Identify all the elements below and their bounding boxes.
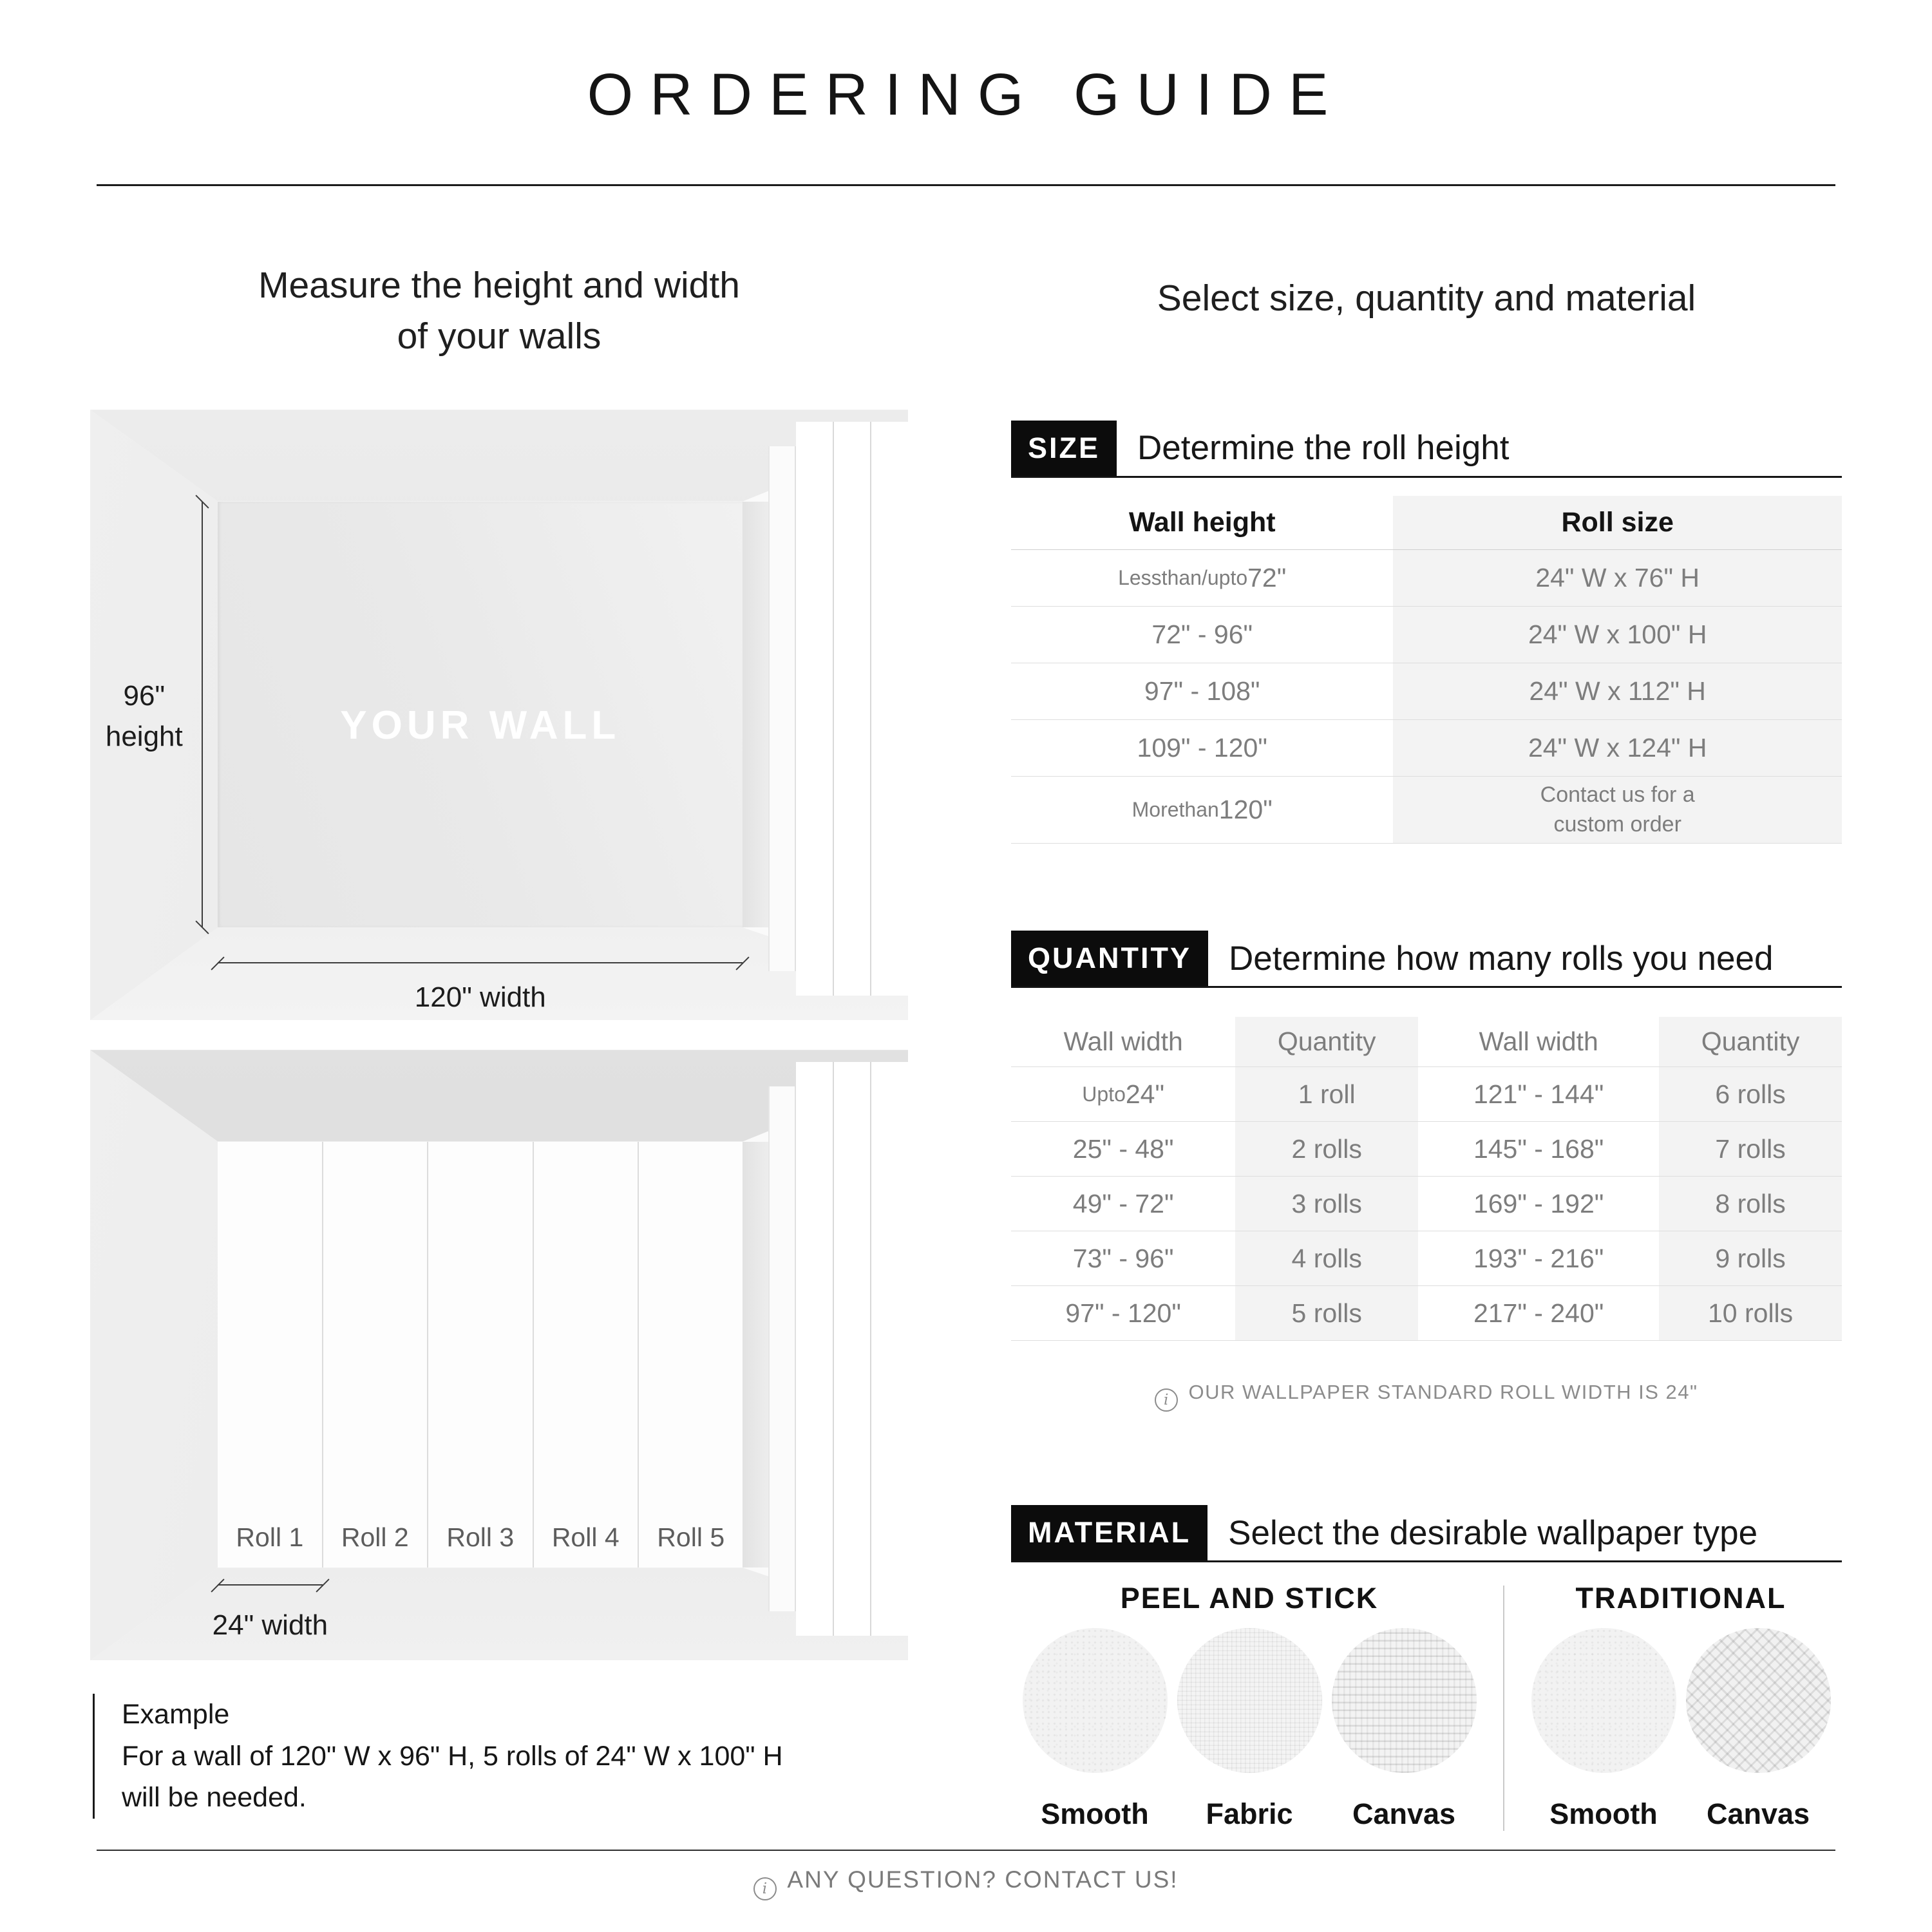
roll-width-dimension-label: 24" width [212, 1609, 328, 1641]
wall-width-cell: 193" - 216" [1418, 1231, 1659, 1286]
wall-height-cell: 72" - 96" [1011, 607, 1393, 663]
roll-label: Roll 2 [341, 1522, 409, 1553]
quantity-section-title: Determine how many rolls you need [1229, 939, 1774, 978]
wall-width-cell: 121" - 144" [1418, 1067, 1659, 1122]
smooth-texture-swatch-icon [1023, 1628, 1168, 1773]
material-swatch-fabric [1176, 1628, 1323, 1831]
quantity-table-header: Quantity [1235, 1017, 1418, 1067]
quantity-table-row [1011, 1286, 1842, 1341]
size-table-row [1011, 550, 1842, 607]
room-illustration-rolls [90, 1050, 908, 1660]
material-group-traditional [1530, 1582, 1832, 1831]
height-dimension-line [202, 502, 203, 928]
wall-width-cell: 217" - 240" [1418, 1286, 1659, 1341]
smooth-texture-swatch-icon [1531, 1628, 1676, 1773]
window-panes [796, 422, 908, 996]
swatch-row [1530, 1628, 1832, 1831]
material-section-title: Select the desirable wallpaper type [1228, 1513, 1758, 1552]
example-line2: will be needed. [122, 1782, 307, 1814]
quantity-table-row [1011, 1177, 1842, 1231]
quantity-cell: 2 rolls [1235, 1122, 1418, 1177]
quantity-table-row [1011, 1067, 1842, 1122]
material-swatch-smooth [1530, 1628, 1677, 1831]
size-table-header-row [1011, 496, 1842, 550]
size-table-row [1011, 607, 1842, 663]
size-section-header [1011, 421, 1842, 478]
material-swatch-smooth [1021, 1628, 1168, 1831]
quantity-cell: 5 rolls [1235, 1286, 1418, 1341]
page-title: ORDERING GUIDE [587, 62, 1345, 128]
quantity-cell: 8 rolls [1659, 1177, 1842, 1231]
material-group-peel-and-stick [1021, 1582, 1477, 1831]
footer-note [0, 1866, 1932, 1900]
material-divider [1503, 1586, 1504, 1831]
window-pane [870, 422, 908, 996]
room-side-wall [743, 1142, 768, 1568]
room-illustration-measure [90, 410, 908, 1020]
example-title: Example [122, 1699, 230, 1730]
wall-height-cell: 97" - 108" [1011, 663, 1393, 720]
wall-height-cell: 109" - 120" [1011, 720, 1393, 777]
quantity-cell: 4 rolls [1235, 1231, 1418, 1286]
roll-width-note [1011, 1381, 1842, 1412]
measure-heading [90, 260, 908, 361]
size-table-header: Wall height [1011, 496, 1393, 550]
footer-divider [97, 1850, 1835, 1851]
quantity-table-row [1011, 1231, 1842, 1286]
size-table-header: Roll size [1393, 496, 1842, 550]
room-side-wall [743, 502, 768, 928]
your-wall-label: YOUR WALL [340, 703, 621, 748]
window-frame [768, 1086, 796, 1611]
wall-width-cell: Up to 24" [1011, 1067, 1235, 1122]
contact-custom-order-text: Contact us for a custom order [1540, 782, 1695, 837]
measure-column [90, 186, 908, 1831]
quantity-tag: QUANTITY [1011, 931, 1208, 986]
window-pane [796, 1062, 833, 1636]
swatch-label: Canvas [1706, 1797, 1810, 1831]
quantity-cell: 9 rolls [1659, 1231, 1842, 1286]
quantity-table-header: Wall width [1418, 1017, 1659, 1067]
material-group-label: TRADITIONAL [1575, 1582, 1786, 1615]
wall-panels [218, 1142, 743, 1568]
swatch-label: Smooth [1041, 1797, 1149, 1831]
footer-note-text: ANY QUESTION? CONTACT US! [787, 1866, 1179, 1893]
size-table-row [1011, 663, 1842, 720]
quantity-section-header [1011, 931, 1842, 988]
wall-width-cell: 97" - 120" [1011, 1286, 1235, 1341]
example-note [93, 1694, 908, 1819]
roll-width-dimension-line [218, 1584, 323, 1586]
quantity-table [1011, 1017, 1842, 1341]
canvas-texture-swatch-icon [1332, 1628, 1477, 1773]
info-icon: i [753, 1877, 777, 1900]
window-pane [796, 422, 833, 996]
quantity-cell: 3 rolls [1235, 1177, 1418, 1231]
select-heading: Select size, quantity and material [1157, 278, 1696, 319]
roll-label: Roll 4 [551, 1522, 620, 1553]
example-line1: For a wall of 120" W x 96" H, 5 rolls of 24" W x 100" H [122, 1740, 783, 1772]
material-tag: MATERIAL [1011, 1505, 1208, 1560]
wall-height-cell: Less than / up to 72" [1011, 550, 1393, 607]
window-pane [833, 1062, 871, 1636]
wall-roll-panel [533, 1142, 638, 1568]
size-section-title: Determine the roll height [1137, 429, 1510, 468]
roll-width-note-text: OUR WALLPAPER STANDARD ROLL WIDTH IS 24" [1188, 1381, 1698, 1404]
quantity-cell: 10 rolls [1659, 1286, 1842, 1341]
measure-heading-line2: of your walls [397, 315, 601, 357]
window-frame [768, 446, 796, 971]
size-tag: SIZE [1011, 421, 1117, 476]
roll-size-cell: 24" W x 124" H [1393, 720, 1842, 777]
material-section-header [1011, 1505, 1842, 1562]
material-swatch-canvas [1331, 1628, 1477, 1831]
info-icon: i [1155, 1388, 1178, 1412]
roll-label: Roll 5 [657, 1522, 725, 1553]
wall-roll-panel [427, 1142, 532, 1568]
roll-size-cell: 24" W x 76" H [1393, 550, 1842, 607]
wall-roll-panel [322, 1142, 427, 1568]
fabric-texture-swatch-icon [1177, 1628, 1322, 1773]
size-table-row [1011, 720, 1842, 777]
quantity-table-row [1011, 1122, 1842, 1177]
quantity-table-header: Wall width [1011, 1017, 1235, 1067]
wall-width-cell: 25" - 48" [1011, 1122, 1235, 1177]
wall-roll-panel [638, 1142, 743, 1568]
wall-width-cell: 73" - 96" [1011, 1231, 1235, 1286]
material-group-label: PEEL AND STICK [1120, 1582, 1379, 1615]
wall-roll-panel [218, 1142, 321, 1568]
content-columns [0, 186, 1932, 1831]
select-column [1011, 186, 1842, 1831]
window-pane [870, 1062, 908, 1636]
height-dimension-label [90, 676, 198, 758]
swatch-label: Fabric [1206, 1797, 1293, 1831]
swatch-label: Smooth [1549, 1797, 1658, 1831]
quantity-cell: 1 roll [1235, 1067, 1418, 1122]
window-panes [796, 1062, 908, 1636]
height-word: height [105, 721, 183, 753]
wall-height-cell: More than 120" [1011, 777, 1393, 844]
roll-size-cell [1393, 777, 1842, 844]
canvas-coarse-texture-swatch-icon [1686, 1628, 1831, 1773]
measure-heading-line1: Measure the height and width [258, 265, 740, 306]
material-groups [1011, 1582, 1842, 1831]
material-swatch-canvas [1685, 1628, 1832, 1831]
roll-size-cell: 24" W x 100" H [1393, 607, 1842, 663]
height-value: 96" [123, 679, 166, 712]
window-pane [833, 422, 871, 996]
quantity-cell: 7 rolls [1659, 1122, 1842, 1177]
roll-size-cell: 24" W x 112" H [1393, 663, 1842, 720]
size-table [1011, 496, 1842, 844]
wall-width-cell: 49" - 72" [1011, 1177, 1235, 1231]
width-dimension-label: 120" width [414, 981, 546, 1013]
size-table-row [1011, 777, 1842, 844]
wall-width-cell: 145" - 168" [1418, 1122, 1659, 1177]
roll-label: Roll 1 [236, 1522, 304, 1553]
swatch-label: Canvas [1352, 1797, 1456, 1831]
wall-width-cell: 169" - 192" [1418, 1177, 1659, 1231]
quantity-cell: 6 rolls [1659, 1067, 1842, 1122]
quantity-table-header: Quantity [1659, 1017, 1842, 1067]
width-dimension-line [218, 962, 743, 963]
quantity-table-header-row [1011, 1017, 1842, 1067]
swatch-row [1021, 1628, 1477, 1831]
roll-label: Roll 3 [446, 1522, 515, 1553]
